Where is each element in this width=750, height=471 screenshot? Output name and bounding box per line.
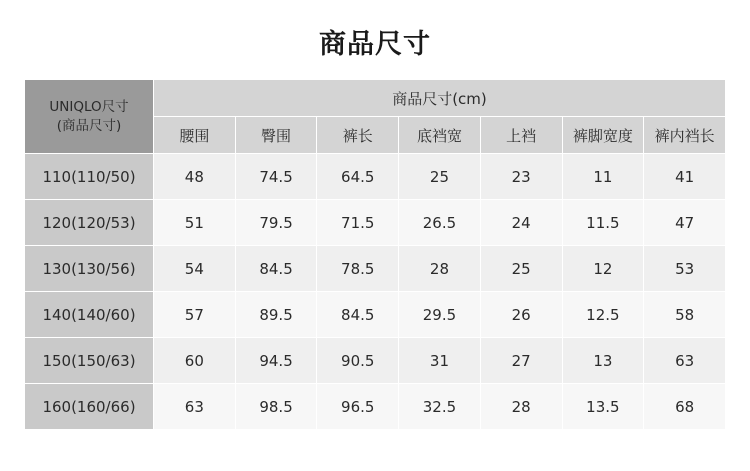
table-row [25, 384, 726, 430]
cell-150-inseam: 63 [644, 338, 726, 384]
row-label-130: 130(130/56) [25, 246, 154, 292]
cell-120-waist: 51 [154, 200, 236, 246]
cell-160-pant-length: 96.5 [317, 384, 399, 430]
cell-160-rise: 28 [480, 384, 562, 430]
cell-140-leg-opening: 12.5 [562, 292, 644, 338]
table-row [25, 246, 726, 292]
cell-130-rise: 25 [480, 246, 562, 292]
cell-160-inseam: 68 [644, 384, 726, 430]
table-container [0, 79, 750, 430]
table-row [25, 200, 726, 246]
cell-140-pant-length: 84.5 [317, 292, 399, 338]
cell-140-rise: 26 [480, 292, 562, 338]
corner-label-line2: (商品尺寸) [56, 117, 122, 134]
cell-120-rise: 24 [480, 200, 562, 246]
table-header-row-1 [25, 80, 726, 117]
table-row [25, 338, 726, 384]
column-header-leg-opening: 裤脚宽度 [562, 117, 644, 154]
cell-120-crotch-width: 26.5 [399, 200, 481, 246]
product-size-table [24, 79, 726, 430]
cell-130-crotch-width: 28 [399, 246, 481, 292]
row-label-140: 140(140/60) [25, 292, 154, 338]
column-header-hip: 臀围 [235, 117, 317, 154]
cell-140-hip: 89.5 [235, 292, 317, 338]
row-label-150: 150(150/63) [25, 338, 154, 384]
cell-110-leg-opening: 11 [562, 154, 644, 200]
cell-140-waist: 57 [154, 292, 236, 338]
cell-120-hip: 79.5 [235, 200, 317, 246]
cell-160-waist: 63 [154, 384, 236, 430]
column-header-inseam: 裤内裆长 [644, 117, 726, 154]
cell-130-hip: 84.5 [235, 246, 317, 292]
cell-160-crotch-width: 32.5 [399, 384, 481, 430]
cell-160-leg-opening: 13.5 [562, 384, 644, 430]
cell-160-hip: 98.5 [235, 384, 317, 430]
cell-140-crotch-width: 29.5 [399, 292, 481, 338]
cell-150-rise: 27 [480, 338, 562, 384]
column-header-crotch-width: 底裆宽 [399, 117, 481, 154]
cell-130-waist: 54 [154, 246, 236, 292]
cell-110-crotch-width: 25 [399, 154, 481, 200]
cell-150-pant-length: 90.5 [317, 338, 399, 384]
column-header-pant-length: 裤长 [317, 117, 399, 154]
cell-120-inseam: 47 [644, 200, 726, 246]
row-label-110: 110(110/50) [25, 154, 154, 200]
cell-110-pant-length: 64.5 [317, 154, 399, 200]
cell-110-rise: 23 [480, 154, 562, 200]
cell-110-waist: 48 [154, 154, 236, 200]
cell-150-leg-opening: 13 [562, 338, 644, 384]
cell-120-pant-length: 71.5 [317, 200, 399, 246]
header-corner-cell [25, 80, 154, 154]
page-title: 商品尺寸 [319, 29, 431, 60]
cell-120-leg-opening: 11.5 [562, 200, 644, 246]
corner-label-line1: UNIQLO尺寸 [49, 99, 129, 116]
cell-130-inseam: 53 [644, 246, 726, 292]
column-header-waist: 腰围 [154, 117, 236, 154]
cell-130-leg-opening: 12 [562, 246, 644, 292]
group-header-cell: 商品尺寸(cm) [154, 80, 726, 117]
row-label-120: 120(120/53) [25, 200, 154, 246]
column-header-rise: 上裆 [480, 117, 562, 154]
table-row [25, 292, 726, 338]
cell-130-pant-length: 78.5 [317, 246, 399, 292]
cell-150-waist: 60 [154, 338, 236, 384]
cell-110-hip: 74.5 [235, 154, 317, 200]
table-row [25, 154, 726, 200]
cell-150-hip: 94.5 [235, 338, 317, 384]
cell-140-inseam: 58 [644, 292, 726, 338]
cell-110-inseam: 41 [644, 154, 726, 200]
cell-150-crotch-width: 31 [399, 338, 481, 384]
row-label-160: 160(160/66) [25, 384, 154, 430]
